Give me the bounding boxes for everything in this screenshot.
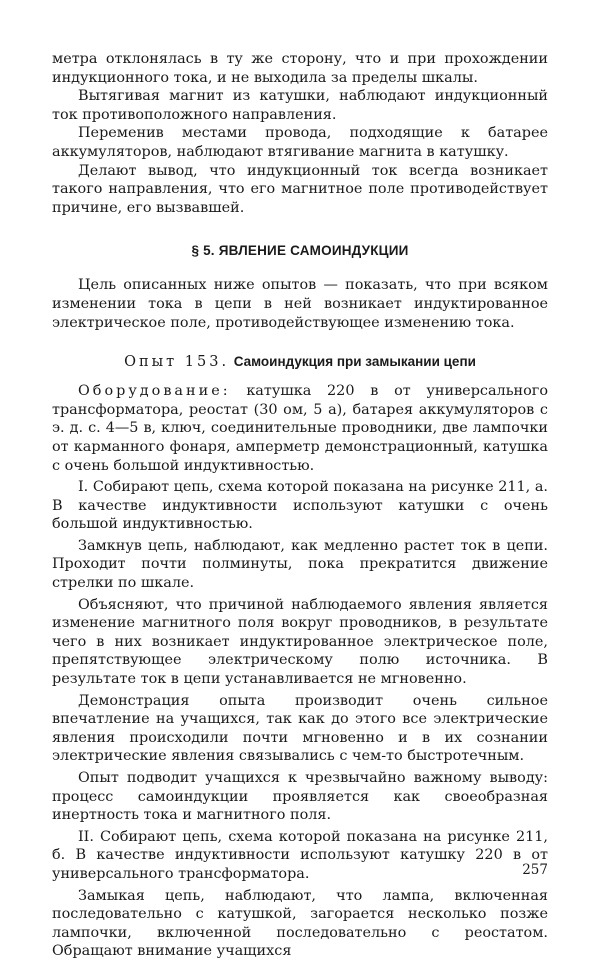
experiment-heading	[52, 354, 548, 370]
paragraph-continued: метра отклонялась в ту же сторону, что и при прохождении индукционного тока, и не выходила за пределы шкалы.	[52, 51, 548, 86]
paragraph: II. Собирают цепь, схема которой показана на рисунке 211, б. В качестве индуктивности используют катушку 220 в от универсального трансформатора.	[52, 828, 548, 882]
section-intro: Цель описанных ниже опытов — показать, что при всяком изменении тока в цепи в ней возникает индуктированное электрическое поле, противодействующее изменению тока.	[52, 277, 548, 331]
experiment-title: Самоиндукция при замыкании цепи	[233, 354, 476, 370]
equipment-label: Оборудование:	[78, 383, 231, 400]
equipment-paragraph	[52, 382, 548, 475]
paragraph: Переменив местами провода, подходящие к батарее аккумуляторов, наблюдают втягивание магнита в катушку.	[52, 125, 548, 160]
paragraph: Замкнув цепь, наблюдают, как медленно растет ток в цепи. Проходит почти полминуты, пока прекратится движение стрелки по шкале.	[52, 537, 548, 592]
paragraph: I. Собирают цепь, схема которой показана на рисунке 211, а. В качестве индуктивности используют катушки с очень большой индуктивностью.	[52, 479, 548, 533]
paragraph: Демонстрация опыта производит очень сильное впечатление на учащихся, так как до этого все электрические явления происходили почти мгновенно и в их сознании электрические явления связывались с чем-то быстротечным.	[52, 692, 548, 765]
section-heading: § 5. ЯВЛЕНИЕ САМОИНДУКЦИИ	[191, 243, 409, 259]
equipment-text: катушка 220 в от универсального трансформатора, реостат (30 ом, 5 а), батарея аккумуляторов с э. д. с. 4—5 в, ключ, соединительные проводники, две лампочки от карманного фонаря, амперметр демонстрационный, катушка с очень большой индуктивностью.	[52, 383, 548, 474]
experiment-label: Опыт 153.	[124, 354, 230, 371]
paragraph: Объясняют, что причиной наблюдаемого явления является изменение магнитного поля вокруг проводников, в результате чего в них возникает индуктированное электрическое поле, препятствующее электрическому полю источника. В результате ток в цепи устанавливается не мгновенно.	[52, 596, 548, 688]
paragraph: Делают вывод, что индукционный ток всегда возникает такого направления, что его магнитное поле противодействует причине, его вызвавшей.	[52, 162, 548, 216]
paragraph: Замыкая цепь, наблюдают, что лампа, включенная последовательно с катушкой, загорается несколько позже лампочки, включенной последовательно с реостатом. Обращают внимание учащихся	[52, 887, 548, 960]
paragraph: Вытягивая магнит из катушки, наблюдают индукционный ток противоположного направления.	[52, 88, 548, 123]
paragraph: Опыт подводит учащихся к чрезвычайно важному выводу: процесс самоиндукции проявляется как своеобразная инертность тока и магнитного поля.	[52, 770, 548, 824]
page-number: 257	[522, 862, 548, 878]
